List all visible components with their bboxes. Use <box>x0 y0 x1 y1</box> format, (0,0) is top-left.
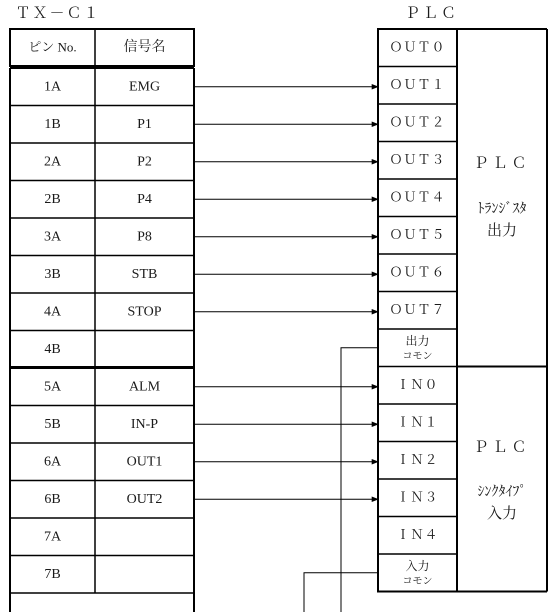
common-terminal-label: 入力コモン <box>402 559 433 587</box>
terminal-label: ＯＵＴ３ <box>389 152 446 168</box>
signal-name: OUT1 <box>126 454 163 470</box>
pin-number: 6A <box>43 454 62 470</box>
right-title: ＰＬＣ <box>404 4 460 22</box>
common-terminal-label: 出力コモン <box>402 334 433 362</box>
pin-number: 1B <box>44 116 61 132</box>
input-block-type: ｼﾝｸﾀｲﾌﾟ <box>477 484 527 500</box>
pin-number: 4B <box>44 341 61 357</box>
pin-number: 3B <box>44 266 61 282</box>
pin-number: 4A <box>43 304 62 320</box>
terminal-label: ＯＵＴ７ <box>389 302 446 318</box>
output-block-type: ﾄﾗﾝｼﾞｽﾀ <box>477 201 527 217</box>
pin-number: 3A <box>43 229 62 245</box>
terminal-label: ＩＮ３ <box>396 490 439 506</box>
pin-number: 5A <box>43 379 62 395</box>
terminal-label: ＯＵＴ１ <box>389 77 446 93</box>
input-block-title: ＰＬＣ <box>473 438 531 456</box>
pin-number: 5B <box>44 416 61 432</box>
terminal-label: ＯＵＴ０ <box>389 40 446 56</box>
signal-column-header: 信号名 <box>123 39 166 55</box>
signal-name: STOP <box>127 304 162 320</box>
signal-name: ALM <box>128 379 161 395</box>
output-block-kind: 出力 <box>486 221 518 239</box>
signal-name: OUT2 <box>126 491 163 507</box>
signal-name: P2 <box>137 154 152 170</box>
output-block-title: ＰＬＣ <box>473 154 531 172</box>
signal-name: EMG <box>128 79 161 95</box>
terminal-label: ＩＮ０ <box>396 377 439 393</box>
terminal-label: ＯＵＴ２ <box>389 115 446 131</box>
signal-name: P8 <box>137 229 152 245</box>
signal-name: P4 <box>137 191 152 207</box>
signal-name: IN-P <box>130 416 159 432</box>
pin-number: 6B <box>44 491 61 507</box>
left-title: ＴＸ－Ｃ１ <box>15 4 101 22</box>
terminal-label: ＯＵＴ６ <box>389 265 446 281</box>
input-block-kind: 入力 <box>486 504 518 522</box>
terminal-label: ＯＵＴ５ <box>389 227 446 243</box>
pin-number: 7A <box>43 529 62 545</box>
pin-number: 7B <box>44 566 61 582</box>
terminal-label: ＩＮ２ <box>396 452 439 468</box>
terminal-label: ＩＮ１ <box>396 415 439 431</box>
pin-column-header: ピン No. <box>28 39 77 55</box>
terminal-label: ＯＵＴ４ <box>389 190 446 206</box>
pin-number: 2B <box>44 191 61 207</box>
pin-number: 1A <box>43 79 62 95</box>
signal-name: P1 <box>137 116 152 132</box>
pin-number: 2A <box>43 154 62 170</box>
signal-name: STB <box>131 266 158 282</box>
terminal-label: ＩＮ４ <box>396 527 439 543</box>
